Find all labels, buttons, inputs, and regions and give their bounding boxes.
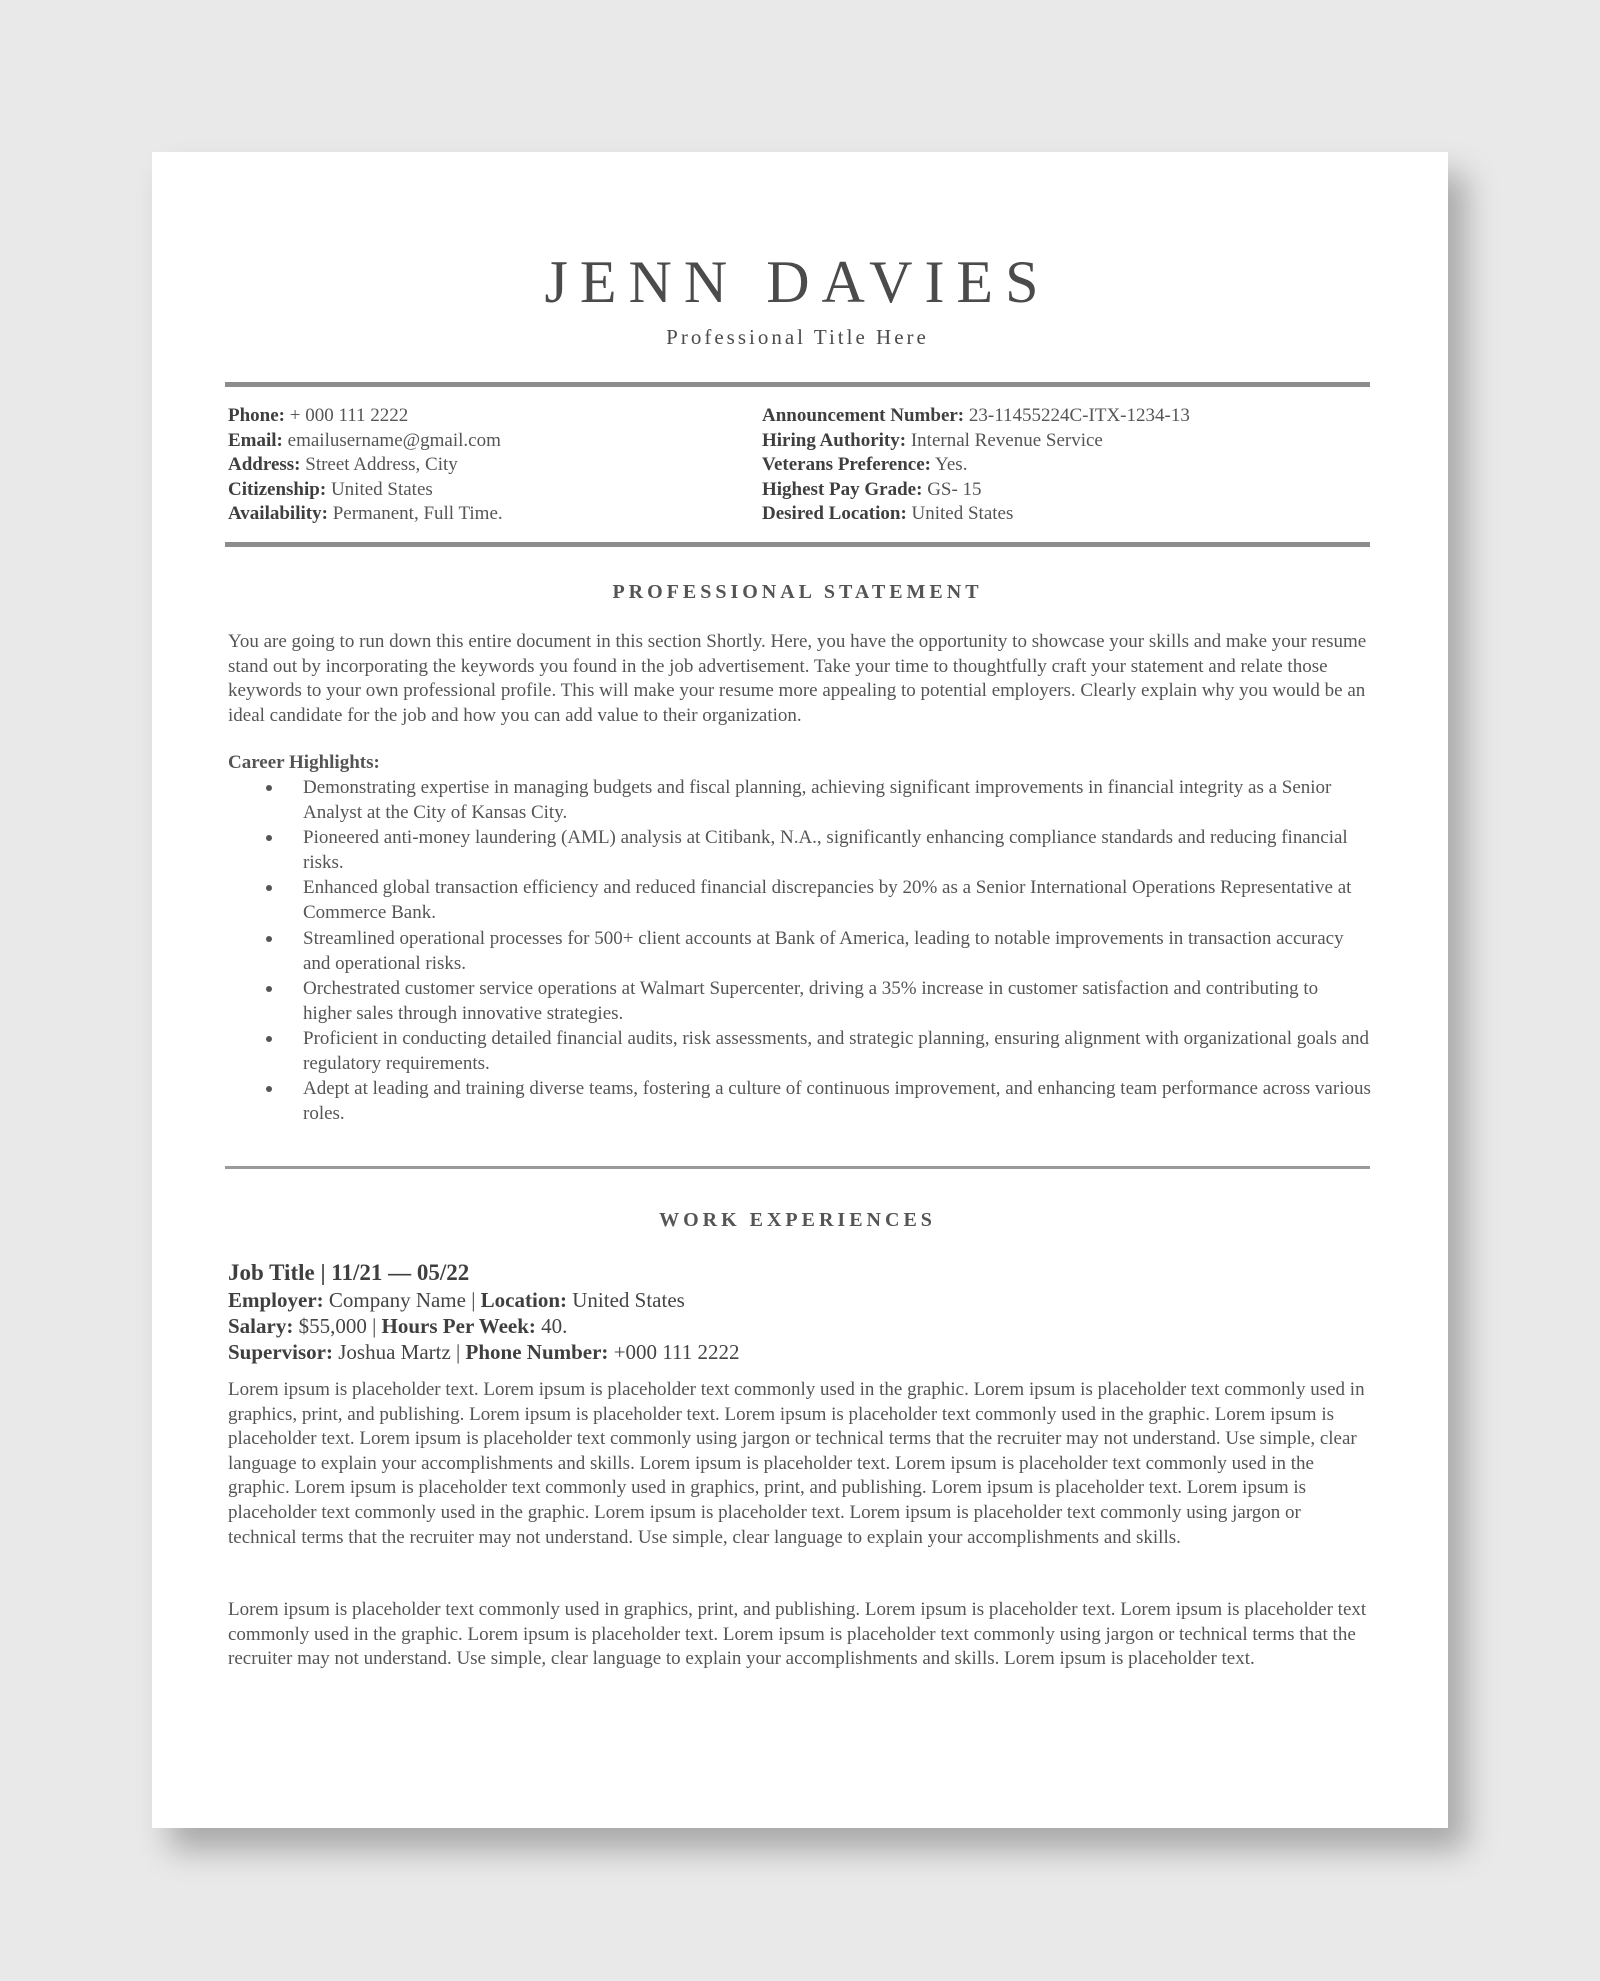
announcement-number: Announcement Number: 23-11455224C-ITX-1234-13 [762, 405, 1190, 426]
bullet-icon [266, 835, 272, 841]
bullet-icon [266, 785, 272, 791]
list-item: Orchestrated customer service operations at Walmart Supercenter, driving a 35% increase in customer satisfaction and contributing to higher sales through innovative strategies. [263, 976, 1371, 1026]
candidate-name: JENN DAVIES [544, 249, 1051, 315]
list-item: Adept at leading and training diverse teams, fostering a culture of continuous improvement, and enhancing team performance across various roles. [263, 1076, 1371, 1126]
work-experiences-heading: WORK EXPERIENCES [659, 1209, 936, 1231]
bullet-icon [266, 1036, 272, 1042]
divider-top [225, 382, 1370, 387]
employer-line: Employer: Company Name | Location: United States [228, 1288, 685, 1312]
professional-title: Professional Title Here [666, 325, 929, 349]
contact-address: Address: Street Address, City [228, 454, 458, 475]
hiring-authority: Hiring Authority: Internal Revenue Service [762, 429, 1103, 451]
contact-availability: Availability: Permanent, Full Time. [228, 503, 503, 524]
job-description-1: Lorem ipsum is placeholder text. Lorem ipsum is placeholder text commonly used in the graphic. Lorem ipsum is placeholder text commonly used in graphics, print, and publishing. Lorem ipsum is placeholder text. Lorem ipsum is placeholder text commonly used in the graphic. Lorem ipsum is placeholder text. Lorem ipsum is placeholder text commonly using jargon or technical terms that the recruiter may not understand. Use simple, clear language to explain your accomplishments and skills. Lorem ipsum is placeholder text. Lorem ipsum is placeholder text commonly used in the graphic. Lorem ipsum is placeholder text commonly used in graphics, print, and publishing. Lorem ipsum is placeholder text. Lorem ipsum is placeholder text commonly used in the graphic. Lorem ipsum is placeholder text. Lorem ipsum is placeholder text commonly using jargon or technical terms that the recruiter may not understand. Use simple, clear language to explain your accomplishments and skills. [228, 1379, 1365, 1548]
list-item: Enhanced global transaction efficiency and reduced financial discrepancies by 20% as a Senior International Operations Representative at Commerce Bank. [263, 875, 1371, 925]
bullet-icon [266, 936, 272, 942]
divider-contact-bottom [225, 542, 1370, 547]
resume-page [152, 152, 1448, 1828]
career-highlights-list [263, 775, 1371, 1126]
list-item: Demonstrating expertise in managing budgets and fiscal planning, achieving significant improvements in financial integrity as a Senior Analyst at the City of Kansas City. [263, 775, 1371, 825]
contact-email: Email: emailusername@gmail.com [228, 429, 501, 451]
highest-pay-grade: Highest Pay Grade: GS- 15 [762, 478, 982, 500]
contact-left [228, 404, 503, 527]
bullet-icon [266, 1086, 272, 1092]
supervisor-line: Supervisor: Joshua Martz | Phone Number: +000 111 2222 [228, 1340, 740, 1364]
desired-location: Desired Location: United States [762, 503, 1014, 524]
job-title: Job Title | 11/21 — 05/22 [228, 1260, 470, 1285]
contact-phone: Phone: + 000 111 2222 [228, 405, 409, 426]
salary-line: Salary: $55,000 | Hours Per Week: 40. [228, 1314, 568, 1338]
list-item: Proficient in conducting detailed financial audits, risk assessments, and strategic planning, ensuring alignment with organizational goals and regulatory requirements. [263, 1026, 1371, 1076]
professional-statement-heading: PROFESSIONAL STATEMENT [612, 581, 983, 603]
job-description-2: Lorem ipsum is placeholder text commonly used in graphics, print, and publishing. Lorem ipsum is placeholder text. Lorem ipsum is placeholder text commonly used in the graphic. Lorem ipsum is placeholder text. Lorem ipsum is placeholder text commonly using jargon or technical terms that the recruiter may not understand. Use simple, clear language to explain your accomplishments and skills. Lorem ipsum is placeholder text. [228, 1599, 1367, 1670]
list-item: Pioneered anti-money laundering (AML) analysis at Citibank, N.A., significantly enhancing compliance standards and reducing financial risks. [263, 825, 1371, 875]
career-highlights-label: Career Highlights: [228, 752, 380, 773]
bullet-icon [266, 885, 272, 891]
veterans-preference: Veterans Preference: Yes. [762, 454, 968, 475]
contact-citizenship: Citizenship: United States [228, 478, 433, 500]
list-item: Streamlined operational processes for 500+ client accounts at Bank of America, leading to notable improvements in transaction accuracy and operational risks. [263, 926, 1371, 976]
contact-right [762, 404, 1190, 527]
professional-statement-text: You are going to run down this entire document in this section Shortly. Here, you have the opportunity to showcase your skills and make your resume stand out by incorporating the keywords you found in the job advertisement. Take your time to thoughtfully craft your statement and relate those keywords to your own professional profile. This will make your resume more appealing to potential employers. Clearly explain why you would be an ideal candidate for the job and how you can add value to their organization. [228, 631, 1367, 726]
bullet-icon [266, 986, 272, 992]
divider-work [225, 1166, 1370, 1169]
